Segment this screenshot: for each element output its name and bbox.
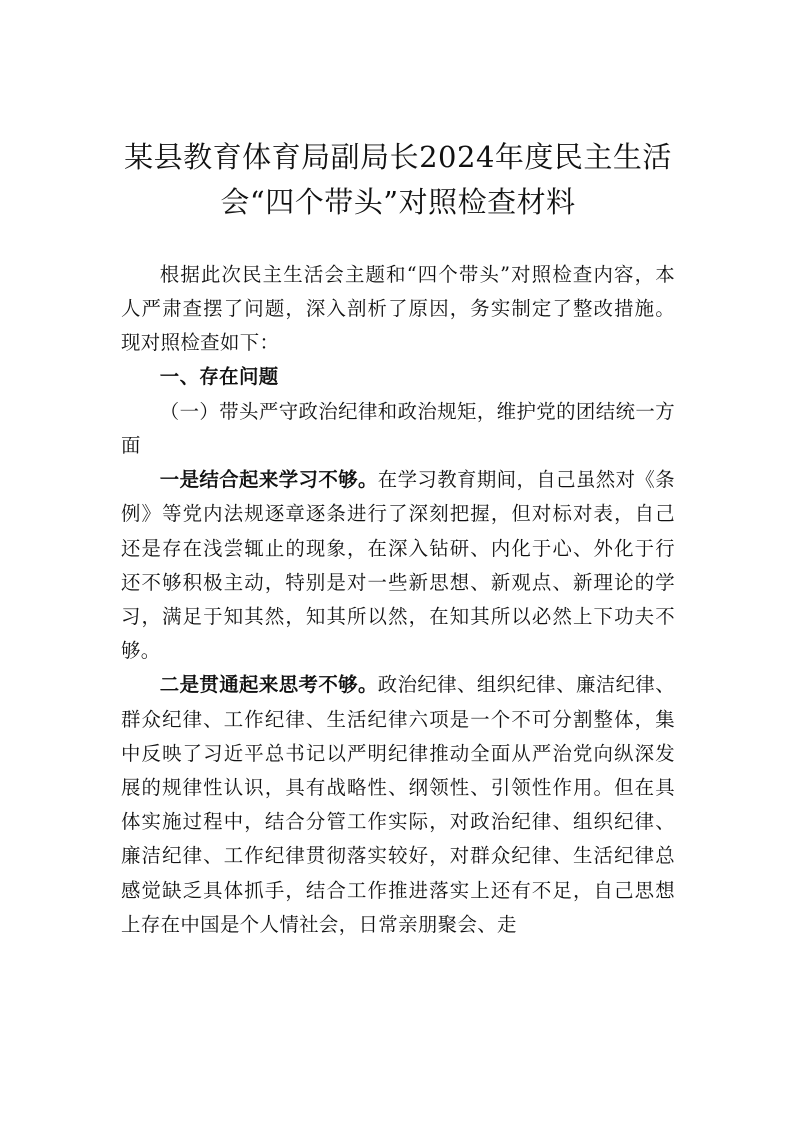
point-1-lead: 一是结合起来学习不够。 bbox=[159, 468, 378, 492]
point-2-lead: 二是贯通起来思考不够。 bbox=[159, 673, 378, 697]
point-1-text: 在学习教育期间，自己虽然对《条例》等党内法规逐章逐条进行了深刻把握，但对标对表，自己还是存在浅尝辄止的现象，在深入钻研、内化于心、外化于行还不够积极主动，特别是对一些新思想、新观点、新理论的学习，满足于知其然，知其所以然，在知其所以必然上下功夫不够。 bbox=[121, 468, 675, 663]
point-2-text: 政治纪律、组织纪律、廉洁纪律、群众纪律、工作纪律、生活纪律六项是一个不可分割整体，集中反映了习近平总书记以严明纪律推动全面从严治党向纵深发展的规律性认识，具有战略性、纲领性、引领性作用。但在具体实施过程中，结合分管工作实际，对政治纪律、组织纪律、廉洁纪律、工作纪律贯彻落实较好，对群众纪律、生活纪律总感觉缺乏具体抓手，结合工作推进落实上还有不足，自己思想上存在中国是个人情社会，日常亲朋聚会、走 bbox=[121, 673, 675, 936]
title-line-1: 某县教育体育局副局长2024年度民主生活 bbox=[124, 140, 672, 174]
document-title bbox=[121, 135, 675, 225]
intro-paragraph: 根据此次民主生活会主题和“四个带头”对照检查内容，本人严肃查摆了问题，深入剖析了原因，务实制定了整改措施。现对照检查如下： bbox=[121, 262, 675, 355]
point-1-paragraph bbox=[121, 463, 675, 668]
point-2-paragraph bbox=[121, 668, 675, 942]
document-body bbox=[121, 258, 675, 942]
title-line-2: 会“四个带头”对照检查材料 bbox=[220, 184, 576, 219]
subsection-heading-political-discipline: （一）带头严守政治纪律和政治规矩，维护党的团结统一方面 bbox=[121, 399, 675, 457]
section-heading-problems: 一、存在问题 bbox=[159, 365, 279, 389]
